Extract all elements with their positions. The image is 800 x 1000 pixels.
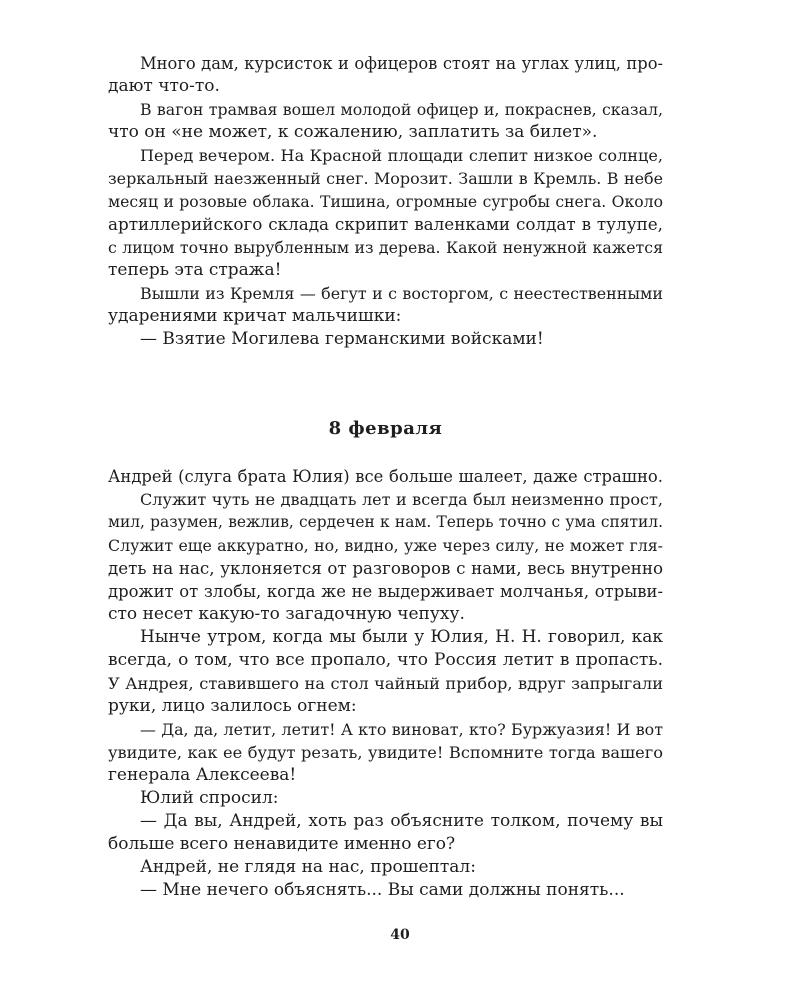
- text-line: Андрей, не глядя на нас, прошептал:: [140, 857, 476, 877]
- text-line: увидите, как ее будут резать, увидите! Вспомните тогда вашего: [108, 743, 663, 762]
- text-line: — Мне нечего объяснять... Вы сами должны понять...: [140, 880, 625, 900]
- text-line: что он «не может, к сожалению, заплатить за билет».: [108, 122, 598, 142]
- text-line: дают что-то.: [108, 76, 220, 96]
- text-line: — Взятие Могилева германскими войсками!: [140, 329, 544, 349]
- text-line: Нынче утром, когда мы были у Юлия, Н. Н. говорил, как: [140, 627, 663, 647]
- text-line: — Да вы, Андрей, хоть раз объясните толком, почему вы: [140, 811, 663, 831]
- text-line: Андрей (слуга брата Юлия) все больше шалеет, даже страшно.: [108, 467, 663, 486]
- text-line: генерала Алексеева!: [108, 765, 297, 785]
- text-line: В вагон трамвая вошел молодой офицер и, покраснев, сказал,: [140, 100, 663, 119]
- page-number: 40: [390, 927, 410, 943]
- text-line: теперь эта стража!: [108, 260, 282, 280]
- text-line: артиллерийского склада скрипит валенками солдат в тулупе,: [108, 214, 663, 234]
- text-line: сто несет какую-то загадочную чепуху.: [108, 604, 465, 624]
- text-line: с лицом точно вырубленным из дерева. Какой ненужной кажется: [108, 238, 663, 257]
- text-line: Вышли из Кремля — бегут и с восторгом, с неестественными: [140, 284, 663, 303]
- text-line: руки, лицо залилось огнем:: [108, 696, 357, 716]
- text-line: деть на нас, уклоняется от разговоров с нами, весь внутренно: [108, 559, 663, 578]
- text-line: Служит чуть не двадцать лет и всегда был неизменно прост,: [140, 490, 663, 509]
- text-line: Служит еще аккуратно, но, видно, уже через силу, не может гля-: [108, 536, 663, 555]
- text-line: Юлий спросил:: [140, 788, 279, 808]
- text-line: мил, разумен, вежлив, сердечен к нам. Теперь точно с ума спятил.: [108, 513, 663, 531]
- text-line: Перед вечером. На Красной площади слепит низкое солнце,: [140, 146, 663, 165]
- text-line: дрожит от злобы, когда же не выдерживает молчанья, отрыви-: [108, 582, 663, 601]
- text-line: месяц и розовые облака. Тишина, огромные сугробы снега. Около: [108, 192, 663, 211]
- text-line: больше всего ненавидите именно его?: [108, 834, 456, 854]
- text-line: У Андрея, ставившего на стол чайный прибор, вдруг запрыгали: [108, 674, 663, 693]
- text-line: всегда, о том, что все пропало, что Россия летит в пропасть.: [108, 650, 663, 670]
- text-line: Много дам, курсисток и офицеров стоят на углах улиц, про-: [140, 54, 663, 73]
- text-line: зеркальный наезженный снег. Морозит. Зашли в Кремль. В небе: [108, 169, 663, 188]
- text-line: — Да, да, летит, летит! А кто виноват, кто? Буржуазия! И вот: [140, 720, 663, 739]
- section-heading: 8 февраля: [328, 418, 443, 439]
- text-line: ударениями кричат мальчишки:: [108, 306, 402, 326]
